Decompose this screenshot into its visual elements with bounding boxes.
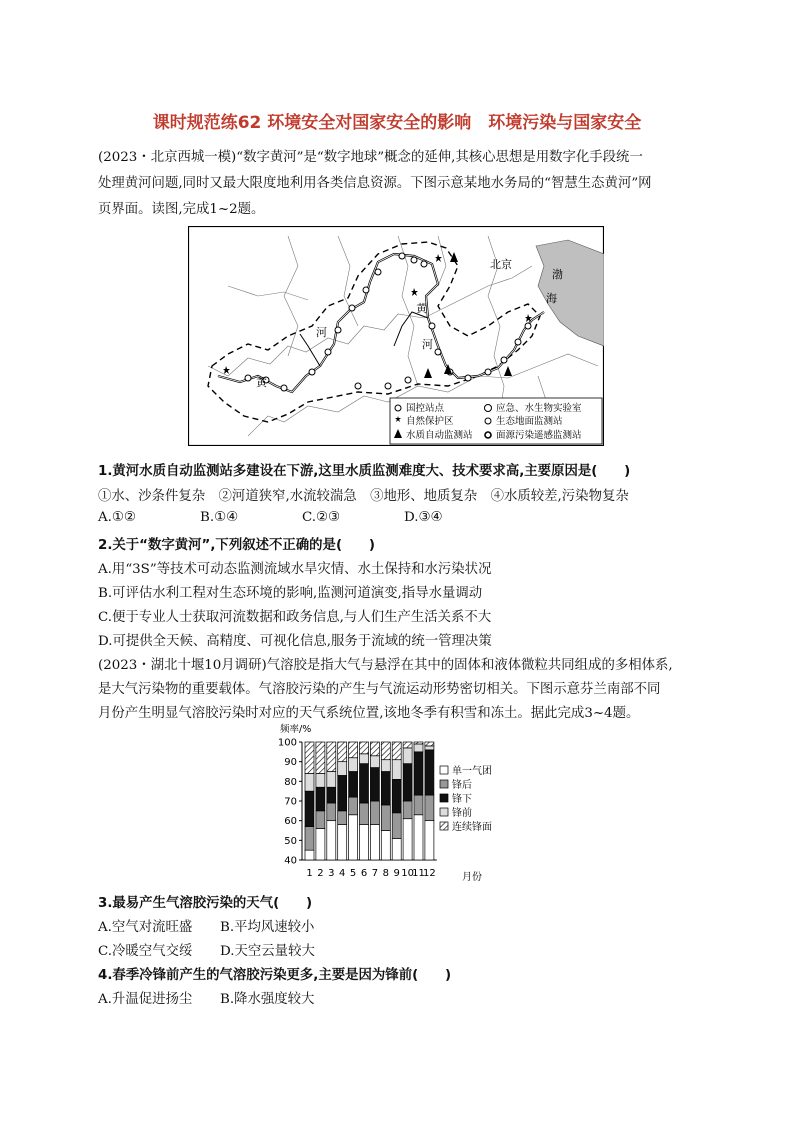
bar-segment [316, 829, 325, 860]
intro-line: 月份产生明显气溶胶污染时对应的天气系统位置,该地冬季有积雪和冻土。据此完成3~4题。 [98, 706, 640, 721]
q2-option-c[interactable]: C.便于专业人士获取河流数据和政务信息,与人们生产生活关系不大 [98, 610, 492, 625]
legend-label: 连续锋面 [452, 822, 492, 833]
chart-ylabel: 频率/% [280, 724, 312, 735]
monitor-station-icon [395, 405, 401, 411]
legend-label: 水质自动监测站 [406, 430, 473, 441]
page-title: 课时规范练62 环境安全对国家安全的影响 环境污染与国家安全 [152, 113, 642, 133]
bar-segment [327, 803, 336, 821]
remote-icon [485, 432, 491, 438]
q2-stem: 2.关于“数字黄河”,下列叙述不正确的是( ) [98, 538, 375, 553]
q1-option-b[interactable]: B.①④ [200, 510, 239, 525]
q3-options-row2 [98, 940, 315, 959]
y-tick-label: 90 [284, 757, 297, 769]
bar-segment [403, 742, 412, 748]
label-bo: 渤 [552, 268, 563, 281]
x-tick-label: 10 [401, 868, 414, 879]
bar-segment [414, 744, 423, 752]
label-huang: 黄 [416, 302, 427, 315]
label-he2: 河 [316, 326, 327, 339]
q4-option-a[interactable]: A.升温促进扬尘 [98, 992, 193, 1007]
y-tick-label: 100 [277, 737, 297, 749]
y-tick-label: 50 [284, 835, 297, 847]
bar-segment [392, 760, 401, 780]
bar-segment [316, 742, 325, 773]
x-tick-label: 1 [306, 868, 313, 879]
bar-segment [381, 760, 390, 772]
bar-segment [327, 787, 336, 803]
q1-options [98, 510, 443, 525]
bar-segment [370, 825, 379, 860]
legend-label: 生态地面监测站 [496, 416, 563, 427]
bar-segment [327, 772, 336, 788]
eco-station-icon [485, 418, 491, 424]
q4-option-b[interactable]: B.降水强度较大 [220, 992, 315, 1007]
x-tick-label: 4 [339, 868, 346, 879]
x-tick-label: 11 [412, 868, 425, 879]
legend-label: 锋后 [452, 780, 472, 791]
bar-segment [305, 827, 314, 851]
intro-line: 是大气污染物的重要载体。气溶胶污染的产生与气流运动形势密切相关。下图示意芬兰南部不同 [98, 682, 661, 697]
bar-segment [360, 825, 369, 860]
bar-segment [360, 742, 369, 754]
q3-option-c[interactable]: C.冷暖空气交绥 [98, 944, 193, 959]
bar-segment [425, 750, 434, 795]
q1-option-c[interactable]: C.②③ [302, 510, 341, 525]
bar-segment [349, 797, 358, 815]
bar-segment [316, 811, 325, 829]
intro-line: 处理黄河问题,同时又最大限度地利用各类信息资源。下图示意某地水务局的“智慧生态黄河”网 [98, 176, 652, 191]
bar-segment [370, 756, 379, 768]
bar-segment [316, 787, 325, 811]
bar-segment [338, 811, 347, 825]
intro-line: (2023・北京西城一模)“数字黄河”是“数字地球”概念的延伸,其核心思想是用数字化手段统一 [98, 150, 643, 165]
bar-segment [349, 742, 358, 758]
legend-label: 锋下 [452, 794, 472, 805]
bar-segment [305, 742, 314, 773]
map-legend [390, 398, 602, 444]
bar-segment [305, 773, 314, 791]
legend-label: 单一气团 [452, 766, 492, 777]
q3-options-row1 [98, 916, 314, 935]
bar-segment [327, 742, 336, 772]
q1-option-d[interactable]: D.③④ [404, 510, 443, 525]
bar-segment [403, 819, 412, 860]
bar-segment [305, 791, 314, 826]
q1-option-a[interactable]: A.①② [98, 510, 136, 525]
bar-segment [414, 752, 423, 795]
bar-segment [338, 825, 347, 860]
q4-options [98, 988, 314, 1007]
x-tick-label: 2 [317, 868, 324, 879]
bar-segment [370, 768, 379, 801]
bar-segment [403, 764, 412, 801]
intro-line: 页界面。读图,完成1~2题。 [98, 202, 265, 217]
y-tick-label: 40 [284, 855, 297, 867]
bar-segment [349, 815, 358, 860]
bar-segment [370, 801, 379, 825]
legend-swatch [440, 766, 448, 774]
x-tick-label: 12 [423, 868, 436, 879]
label-he: 河 [422, 338, 433, 351]
x-tick-label: 5 [349, 868, 357, 879]
legend-label: 应急、水生物实验室 [496, 403, 582, 414]
bar-segment [381, 831, 390, 861]
x-tick-label: 6 [360, 868, 368, 879]
legend-swatch [440, 808, 448, 816]
label-hai: 海 [546, 292, 557, 305]
yellow-river-map [188, 226, 604, 446]
bar-segment [349, 772, 358, 798]
bar-segment [425, 795, 434, 821]
bar-segment [403, 748, 412, 764]
bar-segment [370, 742, 379, 756]
bar-segment [425, 742, 434, 746]
bar-segment [349, 758, 358, 772]
x-tick-label: 9 [393, 868, 400, 879]
legend-swatch [440, 822, 448, 830]
bar-segment [360, 754, 369, 764]
q3-option-d[interactable]: D.天空云量较大 [220, 944, 315, 959]
x-tick-label: 3 [328, 868, 335, 879]
bar-segment [414, 815, 423, 860]
bar-segment [360, 803, 369, 825]
legend-label: 自然保护区 [406, 416, 454, 427]
x-tick-label: 7 [371, 868, 379, 879]
legend-swatch [440, 794, 448, 802]
aerosol-weather-chart [268, 722, 528, 888]
label-beijing: 北京 [490, 258, 512, 271]
bar-segment [392, 838, 401, 860]
lab-icon [485, 405, 492, 412]
legend-label: 面源污染遥感监测站 [496, 430, 582, 441]
label-huang2: 黄 [256, 376, 267, 389]
q2-option-b[interactable]: B.可评估水利工程对生态环境的影响,监测河道演变,指导水量调动 [98, 586, 483, 601]
q3-option-b[interactable]: B.平均风速较小 [220, 920, 315, 935]
intro-line: (2023・湖北十堰10月调研)气溶胶是指大气与悬浮在其中的固体和液体微粒共同组成的多相体系, [98, 658, 673, 673]
y-tick-label: 70 [284, 796, 297, 808]
q2-option-d[interactable]: D.可提供全天候、高精度、可视化信息,服务于流域的统一管理决策 [98, 634, 492, 649]
bar-segment [338, 775, 347, 810]
bar-segment [425, 821, 434, 860]
q1-stem: 1.黄河水质自动监测站多建设在下游,这里水质监测难度大、技术要求高,主要原因是( ) [98, 464, 631, 479]
bar-segment [392, 779, 401, 812]
bar-segment [425, 746, 434, 750]
legend-label: 锋前 [452, 808, 472, 819]
bar-segment [392, 742, 401, 760]
q2-option-a[interactable]: A.用“3S”等技术可动态监测流域水旱灾情、水土保持和水污染状况 [98, 562, 492, 577]
bar-segment [381, 772, 390, 805]
bar-segment [403, 801, 412, 819]
bar-segment [360, 764, 369, 803]
q1-items: ①水、沙条件复杂 ②河道狭窄,水流较湍急 ③地形、地质复杂 ④水质较差,污染物复杂 [98, 489, 629, 504]
x-tick-label: 8 [382, 868, 389, 879]
bar-segment [392, 813, 401, 839]
bar-segment [327, 821, 336, 860]
y-tick-label: 60 [284, 816, 297, 828]
bar-segment [414, 795, 423, 815]
y-tick-label: 80 [284, 776, 297, 788]
bar-segment [316, 773, 325, 787]
bar-segment [305, 850, 314, 860]
bar-segment [381, 742, 390, 760]
bar-segment [338, 742, 347, 762]
q4-stem: 4.春季冷锋前产生的气溶胶污染更多,主要是因为锋前( ) [98, 968, 452, 983]
chart-xlabel: 月份 [462, 872, 482, 883]
legend-swatch [440, 780, 448, 788]
legend-label: 国控站点 [406, 403, 445, 414]
bar-segment [381, 805, 390, 831]
bar-segment [338, 762, 347, 776]
bar-segment [414, 742, 423, 744]
q3-option-a[interactable]: A.空气对流旺盛 [98, 920, 193, 935]
q3-stem: 3.最易产生气溶胶污染的天气( ) [98, 896, 313, 911]
